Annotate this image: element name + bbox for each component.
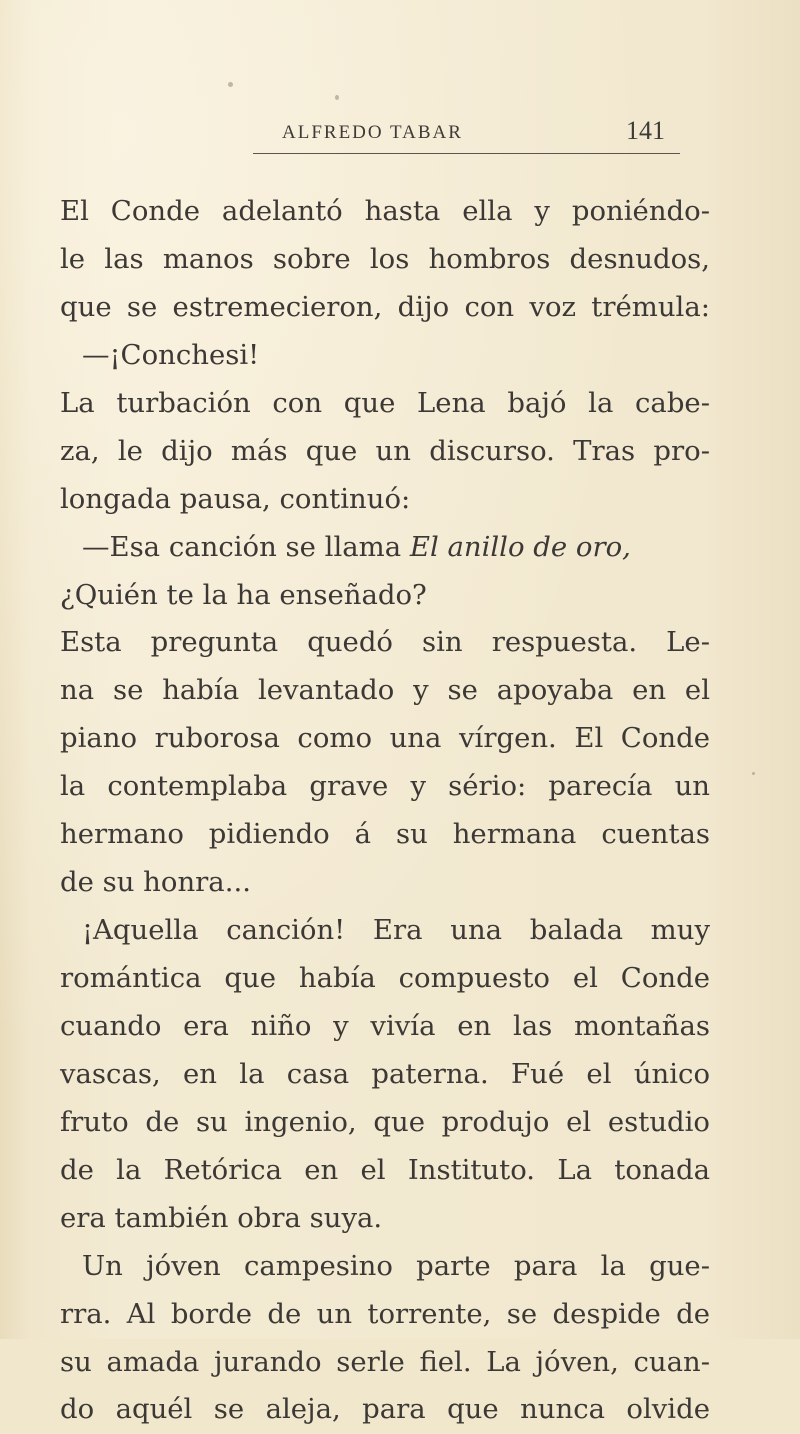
text-line: su amada jurando serle fiel. La jóven, cuan- <box>60 1345 710 1378</box>
text-line: cuando era niño y vivía en las montañas <box>60 1009 710 1042</box>
ink-speck <box>228 82 233 87</box>
text-line: la contemplaba grave y sério: parecía un <box>60 770 710 803</box>
text-line: La turbación con que Lena bajó la cabe- <box>60 386 710 419</box>
text-line: vascas, en la casa paterna. Fué el único <box>60 1057 710 1090</box>
text-line: le las manos sobre los hombros desnudos, <box>60 242 710 275</box>
text-line: —¡Conchesi! <box>82 338 260 371</box>
text-line: de su honra... <box>60 866 251 899</box>
text-line: de la Retórica en el Instituto. La tonada <box>60 1153 710 1186</box>
text-line: longada pausa, continuó: <box>60 482 411 515</box>
text-line: ¡Aquella canción! Era una balada muy <box>82 914 710 947</box>
text-line: hermano pidiendo á su hermana cuentas <box>60 818 710 851</box>
text-line: do aquél se aleja, para que nunca olvide <box>60 1393 710 1426</box>
text-line: era también obra suya. <box>60 1201 383 1234</box>
ink-speck <box>335 95 339 100</box>
text-line: rra. Al borde de un torrente, se despide de <box>60 1297 710 1330</box>
text-line: El Conde adelantó hasta ella y poniéndo- <box>60 195 710 227</box>
text-line: ¿Quién te la ha enseñado? <box>60 578 427 611</box>
page-number: 141 <box>626 116 665 145</box>
text-line: piano ruborosa como una vírgen. El Conde <box>60 722 710 755</box>
body-text <box>60 188 710 1434</box>
text-line: que se estremecieron, dijo con voz trémula: <box>60 290 710 323</box>
header-rule <box>253 153 680 154</box>
running-head: ALFREDO TABAR <box>282 122 463 143</box>
text-line: fruto de su ingenio, que produjo el estudio <box>60 1105 710 1138</box>
text-line: Esta pregunta quedó sin respuesta. Le- <box>60 626 710 659</box>
text-fragment: —Esa canción se llama <box>82 530 402 563</box>
text-line: za, le dijo más que un discurso. Tras pro- <box>60 434 710 467</box>
song-title: El anillo de oro, <box>409 530 631 563</box>
text-line <box>60 524 710 572</box>
ink-speck <box>752 772 755 775</box>
text-line: Un jóven campesino parte para la gue- <box>82 1249 710 1282</box>
text-line: romántica que había compuesto el Conde <box>60 962 710 994</box>
page-header <box>0 116 800 156</box>
text-line: na se había levantado y se apoyaba en el <box>60 674 710 707</box>
